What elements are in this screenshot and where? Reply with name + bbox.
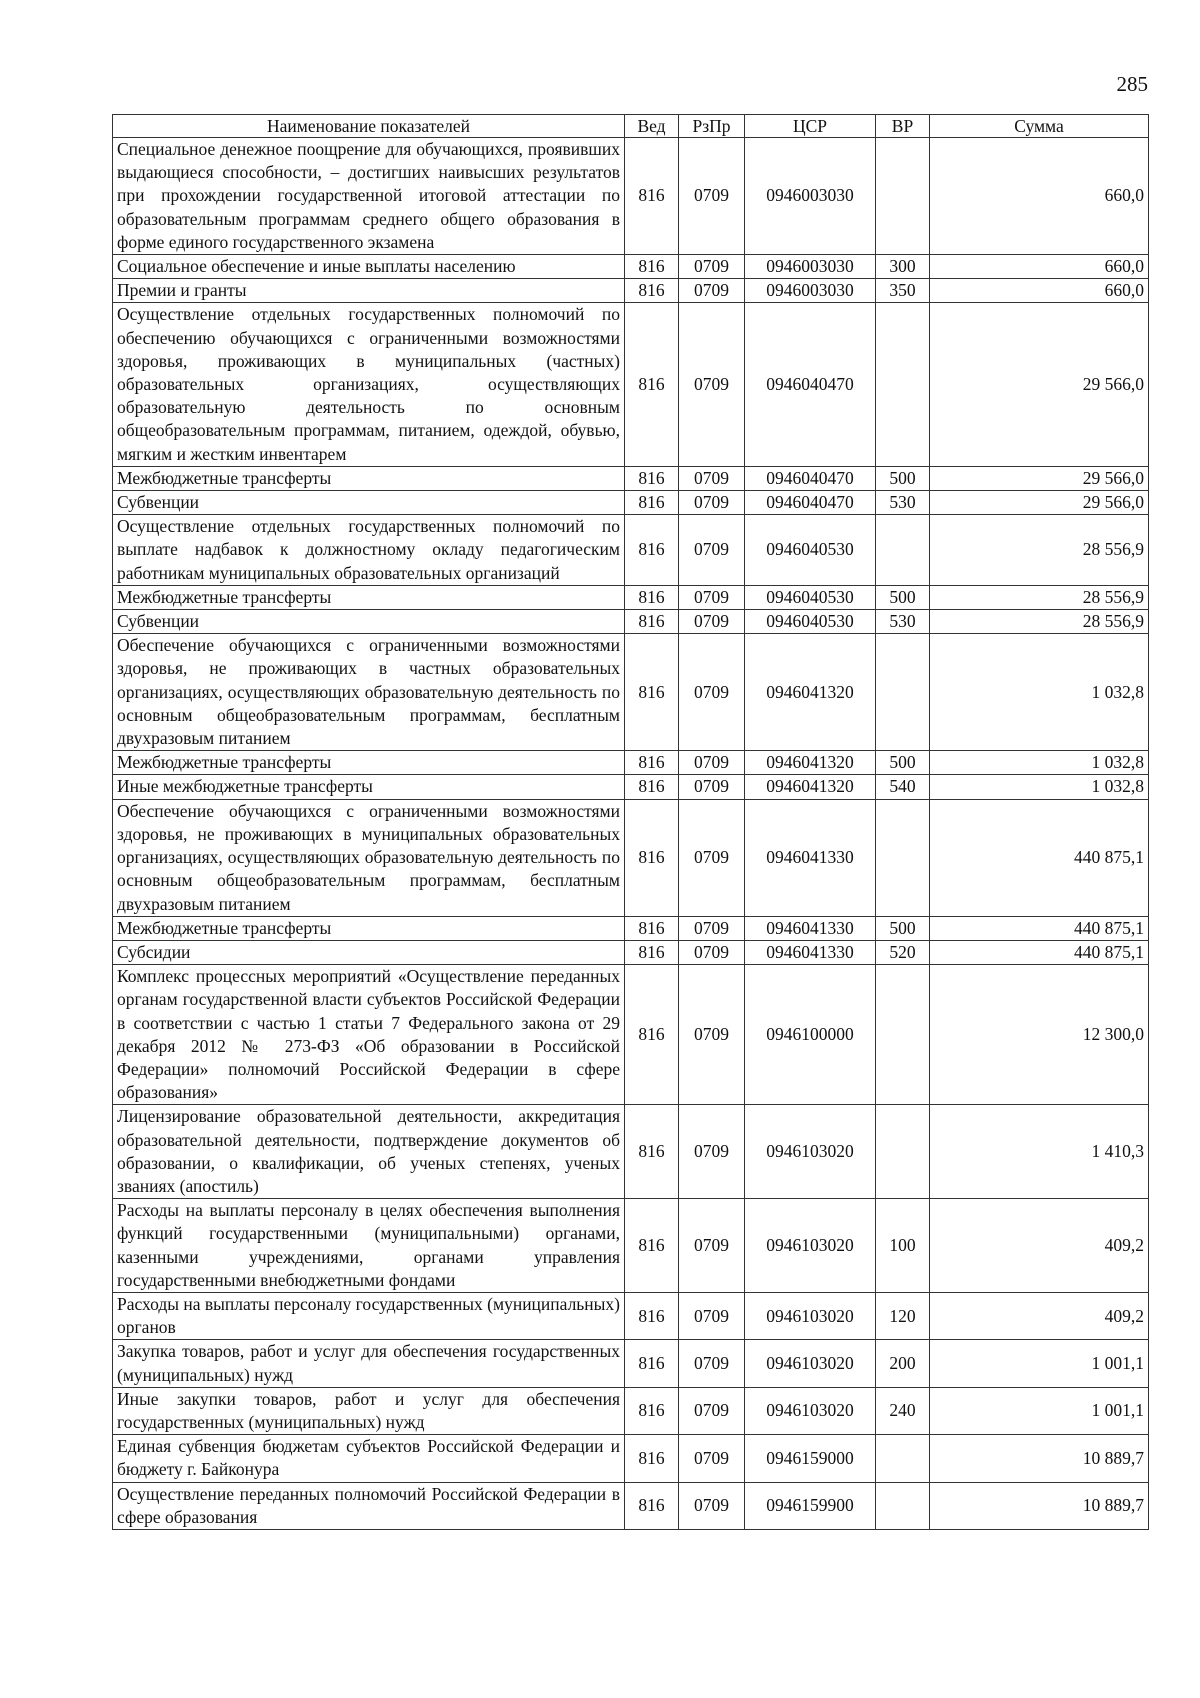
table-row <box>113 491 1149 515</box>
cell-sum: 409,2 <box>930 1199 1149 1293</box>
header-sum: Сумма <box>930 115 1149 138</box>
cell-name: Единая субвенция бюджетам субъектов Российской Федерации и бюджету г. Байконура <box>113 1435 625 1482</box>
cell-ved: 816 <box>625 1292 679 1339</box>
table-row <box>113 799 1149 916</box>
cell-rzpr: 0709 <box>679 799 745 916</box>
cell-ved: 816 <box>625 515 679 586</box>
cell-name: Осуществление отдельных государственных полномочий по обеспечению обучающихся с ограниченными возможностями здоровья, проживающих в муниципальных (частных) образовательных организациях, осуществляющих образовательную деятельность по основным общеобразовательным программам, питанием, одеждой, обувью, мягким и жестким инвентарем <box>113 303 625 466</box>
table-row <box>113 515 1149 586</box>
cell-name: Расходы на выплаты персоналу в целях обеспечения выполнения функций государственными (муниципальными) органами, казенными учреждениями, органами управления государственными внебюджетными фондами <box>113 1199 625 1293</box>
cell-ved: 816 <box>625 1435 679 1482</box>
cell-rzpr: 0709 <box>679 634 745 751</box>
cell-vr: 530 <box>876 491 930 515</box>
cell-csr: 0946003030 <box>745 279 876 303</box>
table-header-row <box>113 115 1149 138</box>
cell-sum: 29 566,0 <box>930 491 1149 515</box>
cell-csr: 0946103020 <box>745 1387 876 1434</box>
cell-ved: 816 <box>625 1482 679 1529</box>
cell-ved: 816 <box>625 1199 679 1293</box>
cell-sum: 12 300,0 <box>930 965 1149 1105</box>
table-body <box>113 138 1149 1530</box>
cell-sum: 1 032,8 <box>930 634 1149 751</box>
table-row <box>113 1482 1149 1529</box>
cell-vr <box>876 965 930 1105</box>
cell-name: Субсидии <box>113 940 625 964</box>
cell-rzpr: 0709 <box>679 1199 745 1293</box>
cell-rzpr: 0709 <box>679 279 745 303</box>
cell-csr: 0946159900 <box>745 1482 876 1529</box>
cell-name: Межбюджетные трансферты <box>113 751 625 775</box>
cell-ved: 816 <box>625 585 679 609</box>
cell-ved: 816 <box>625 138 679 255</box>
cell-vr <box>876 634 930 751</box>
cell-ved: 816 <box>625 1387 679 1434</box>
cell-vr: 530 <box>876 610 930 634</box>
table-row <box>113 303 1149 466</box>
cell-rzpr: 0709 <box>679 1387 745 1434</box>
cell-sum: 10 889,7 <box>930 1435 1149 1482</box>
cell-name: Субвенции <box>113 610 625 634</box>
cell-rzpr: 0709 <box>679 965 745 1105</box>
cell-name: Осуществление отдельных государственных полномочий по выплате надбавок к должностному окладу педагогическим работникам муниципальных образовательных организаций <box>113 515 625 586</box>
cell-rzpr: 0709 <box>679 1340 745 1387</box>
cell-ved: 816 <box>625 634 679 751</box>
cell-ved: 816 <box>625 751 679 775</box>
page-number: 285 <box>1116 72 1148 96</box>
cell-vr: 500 <box>876 916 930 940</box>
cell-sum: 28 556,9 <box>930 515 1149 586</box>
cell-rzpr: 0709 <box>679 1435 745 1482</box>
cell-ved: 816 <box>625 940 679 964</box>
cell-sum: 440 875,1 <box>930 799 1149 916</box>
table-row <box>113 965 1149 1105</box>
cell-sum: 10 889,7 <box>930 1482 1149 1529</box>
cell-ved: 816 <box>625 799 679 916</box>
cell-name: Обеспечение обучающихся с ограниченными возможностями здоровья, не проживающих в муниципальных образовательных организациях, осуществляющих образовательную деятельность по основным общеобразовательным программам, бесплатным двухразовым питанием <box>113 799 625 916</box>
table-row <box>113 1387 1149 1434</box>
table-row <box>113 610 1149 634</box>
cell-name: Расходы на выплаты персоналу государственных (муниципальных) органов <box>113 1292 625 1339</box>
cell-ved: 816 <box>625 279 679 303</box>
cell-vr: 350 <box>876 279 930 303</box>
cell-vr: 520 <box>876 940 930 964</box>
table-row <box>113 1340 1149 1387</box>
cell-ved: 816 <box>625 775 679 799</box>
cell-sum: 28 556,9 <box>930 585 1149 609</box>
cell-rzpr: 0709 <box>679 491 745 515</box>
cell-ved: 816 <box>625 1105 679 1199</box>
cell-sum: 1 001,1 <box>930 1387 1149 1434</box>
cell-sum: 440 875,1 <box>930 940 1149 964</box>
cell-name: Премии и гранты <box>113 279 625 303</box>
cell-ved: 816 <box>625 491 679 515</box>
cell-sum: 1 032,8 <box>930 775 1149 799</box>
cell-csr: 0946159000 <box>745 1435 876 1482</box>
table-row <box>113 1199 1149 1293</box>
cell-rzpr: 0709 <box>679 940 745 964</box>
cell-csr: 0946041320 <box>745 775 876 799</box>
cell-vr <box>876 799 930 916</box>
cell-name: Обеспечение обучающихся с ограниченными возможностями здоровья, не проживающих в частных образовательных организациях, осуществляющих образовательную деятельность по основным общеобразовательным программам, бесплатным двухразовым питанием <box>113 634 625 751</box>
cell-csr: 0946041330 <box>745 916 876 940</box>
table-row <box>113 1105 1149 1199</box>
cell-name: Специальное денежное поощрение для обучающихся, проявивших выдающиеся способности, – достигших наивысших результатов при прохождении государственной итоговой аттестации по образовательным программам среднего общего образования в форме единого государственного экзамена <box>113 138 625 255</box>
table-row <box>113 466 1149 490</box>
cell-name: Межбюджетные трансферты <box>113 916 625 940</box>
cell-name: Иные межбюджетные трансферты <box>113 775 625 799</box>
cell-vr <box>876 1482 930 1529</box>
cell-rzpr: 0709 <box>679 303 745 466</box>
cell-csr: 0946103020 <box>745 1292 876 1339</box>
cell-vr: 200 <box>876 1340 930 1387</box>
cell-name: Лицензирование образовательной деятельности, аккредитация образовательной деятельности, подтверждение документов об образовании, о квалификации, об ученых степенях, ученых званиях (апостиль) <box>113 1105 625 1199</box>
header-ved: Вед <box>625 115 679 138</box>
table-row <box>113 916 1149 940</box>
cell-sum: 29 566,0 <box>930 303 1149 466</box>
cell-sum: 660,0 <box>930 255 1149 279</box>
cell-sum: 440 875,1 <box>930 916 1149 940</box>
cell-name: Межбюджетные трансферты <box>113 585 625 609</box>
cell-csr: 0946040470 <box>745 303 876 466</box>
cell-vr <box>876 1105 930 1199</box>
cell-csr: 0946040530 <box>745 585 876 609</box>
cell-ved: 816 <box>625 965 679 1105</box>
cell-csr: 0946100000 <box>745 965 876 1105</box>
cell-vr: 540 <box>876 775 930 799</box>
cell-csr: 0946103020 <box>745 1340 876 1387</box>
cell-vr <box>876 303 930 466</box>
table-row <box>113 775 1149 799</box>
cell-vr: 500 <box>876 466 930 490</box>
cell-rzpr: 0709 <box>679 466 745 490</box>
table-row <box>113 1292 1149 1339</box>
cell-name: Комплекс процессных мероприятий «Осуществление переданных органам государственной власти субъектов Российской Федерации в соответствии с частью 1 статьи 7 Федерального закона от 29 декабря 2012 № 273-ФЗ «Об образовании в Российской Федерации» полномочий Российской Федерации в сфере образования» <box>113 965 625 1105</box>
cell-ved: 816 <box>625 1340 679 1387</box>
table-row <box>113 585 1149 609</box>
cell-name: Субвенции <box>113 491 625 515</box>
table-row <box>113 255 1149 279</box>
header-vr: ВР <box>876 115 930 138</box>
cell-ved: 816 <box>625 303 679 466</box>
budget-table <box>112 114 1149 1530</box>
cell-sum: 409,2 <box>930 1292 1149 1339</box>
cell-csr: 0946003030 <box>745 138 876 255</box>
cell-name: Социальное обеспечение и иные выплаты населению <box>113 255 625 279</box>
cell-vr <box>876 138 930 255</box>
cell-ved: 816 <box>625 466 679 490</box>
cell-csr: 0946003030 <box>745 255 876 279</box>
cell-rzpr: 0709 <box>679 138 745 255</box>
cell-csr: 0946041330 <box>745 940 876 964</box>
header-csr: ЦСР <box>745 115 876 138</box>
cell-ved: 816 <box>625 610 679 634</box>
header-name: Наименование показателей <box>113 115 625 138</box>
table-row <box>113 1435 1149 1482</box>
cell-sum: 1 001,1 <box>930 1340 1149 1387</box>
table-row <box>113 751 1149 775</box>
cell-rzpr: 0709 <box>679 751 745 775</box>
cell-rzpr: 0709 <box>679 775 745 799</box>
cell-name: Межбюджетные трансферты <box>113 466 625 490</box>
cell-sum: 660,0 <box>930 138 1149 255</box>
cell-rzpr: 0709 <box>679 1482 745 1529</box>
cell-csr: 0946040530 <box>745 515 876 586</box>
cell-csr: 0946041320 <box>745 634 876 751</box>
cell-sum: 1 410,3 <box>930 1105 1149 1199</box>
cell-csr: 0946041330 <box>745 799 876 916</box>
cell-csr: 0946040470 <box>745 466 876 490</box>
cell-name: Закупка товаров, работ и услуг для обеспечения государственных (муниципальных) нужд <box>113 1340 625 1387</box>
cell-sum: 28 556,9 <box>930 610 1149 634</box>
cell-csr: 0946040470 <box>745 491 876 515</box>
cell-csr: 0946103020 <box>745 1105 876 1199</box>
cell-csr: 0946041320 <box>745 751 876 775</box>
cell-vr: 240 <box>876 1387 930 1434</box>
cell-rzpr: 0709 <box>679 610 745 634</box>
cell-ved: 816 <box>625 916 679 940</box>
header-rzpr: РзПр <box>679 115 745 138</box>
cell-vr: 300 <box>876 255 930 279</box>
cell-sum: 1 032,8 <box>930 751 1149 775</box>
cell-ved: 816 <box>625 255 679 279</box>
cell-rzpr: 0709 <box>679 1292 745 1339</box>
cell-vr <box>876 515 930 586</box>
cell-rzpr: 0709 <box>679 916 745 940</box>
cell-vr: 120 <box>876 1292 930 1339</box>
table-row <box>113 138 1149 255</box>
cell-sum: 29 566,0 <box>930 466 1149 490</box>
cell-vr: 500 <box>876 751 930 775</box>
cell-rzpr: 0709 <box>679 515 745 586</box>
cell-vr <box>876 1435 930 1482</box>
cell-rzpr: 0709 <box>679 255 745 279</box>
cell-name: Осуществление переданных полномочий Российской Федерации в сфере образования <box>113 1482 625 1529</box>
table-row <box>113 940 1149 964</box>
cell-csr: 0946040530 <box>745 610 876 634</box>
cell-vr: 500 <box>876 585 930 609</box>
cell-rzpr: 0709 <box>679 585 745 609</box>
cell-sum: 660,0 <box>930 279 1149 303</box>
table-row <box>113 634 1149 751</box>
cell-csr: 0946103020 <box>745 1199 876 1293</box>
cell-rzpr: 0709 <box>679 1105 745 1199</box>
table-row <box>113 279 1149 303</box>
cell-vr: 100 <box>876 1199 930 1293</box>
cell-name: Иные закупки товаров, работ и услуг для обеспечения государственных (муниципальных) нужд <box>113 1387 625 1434</box>
